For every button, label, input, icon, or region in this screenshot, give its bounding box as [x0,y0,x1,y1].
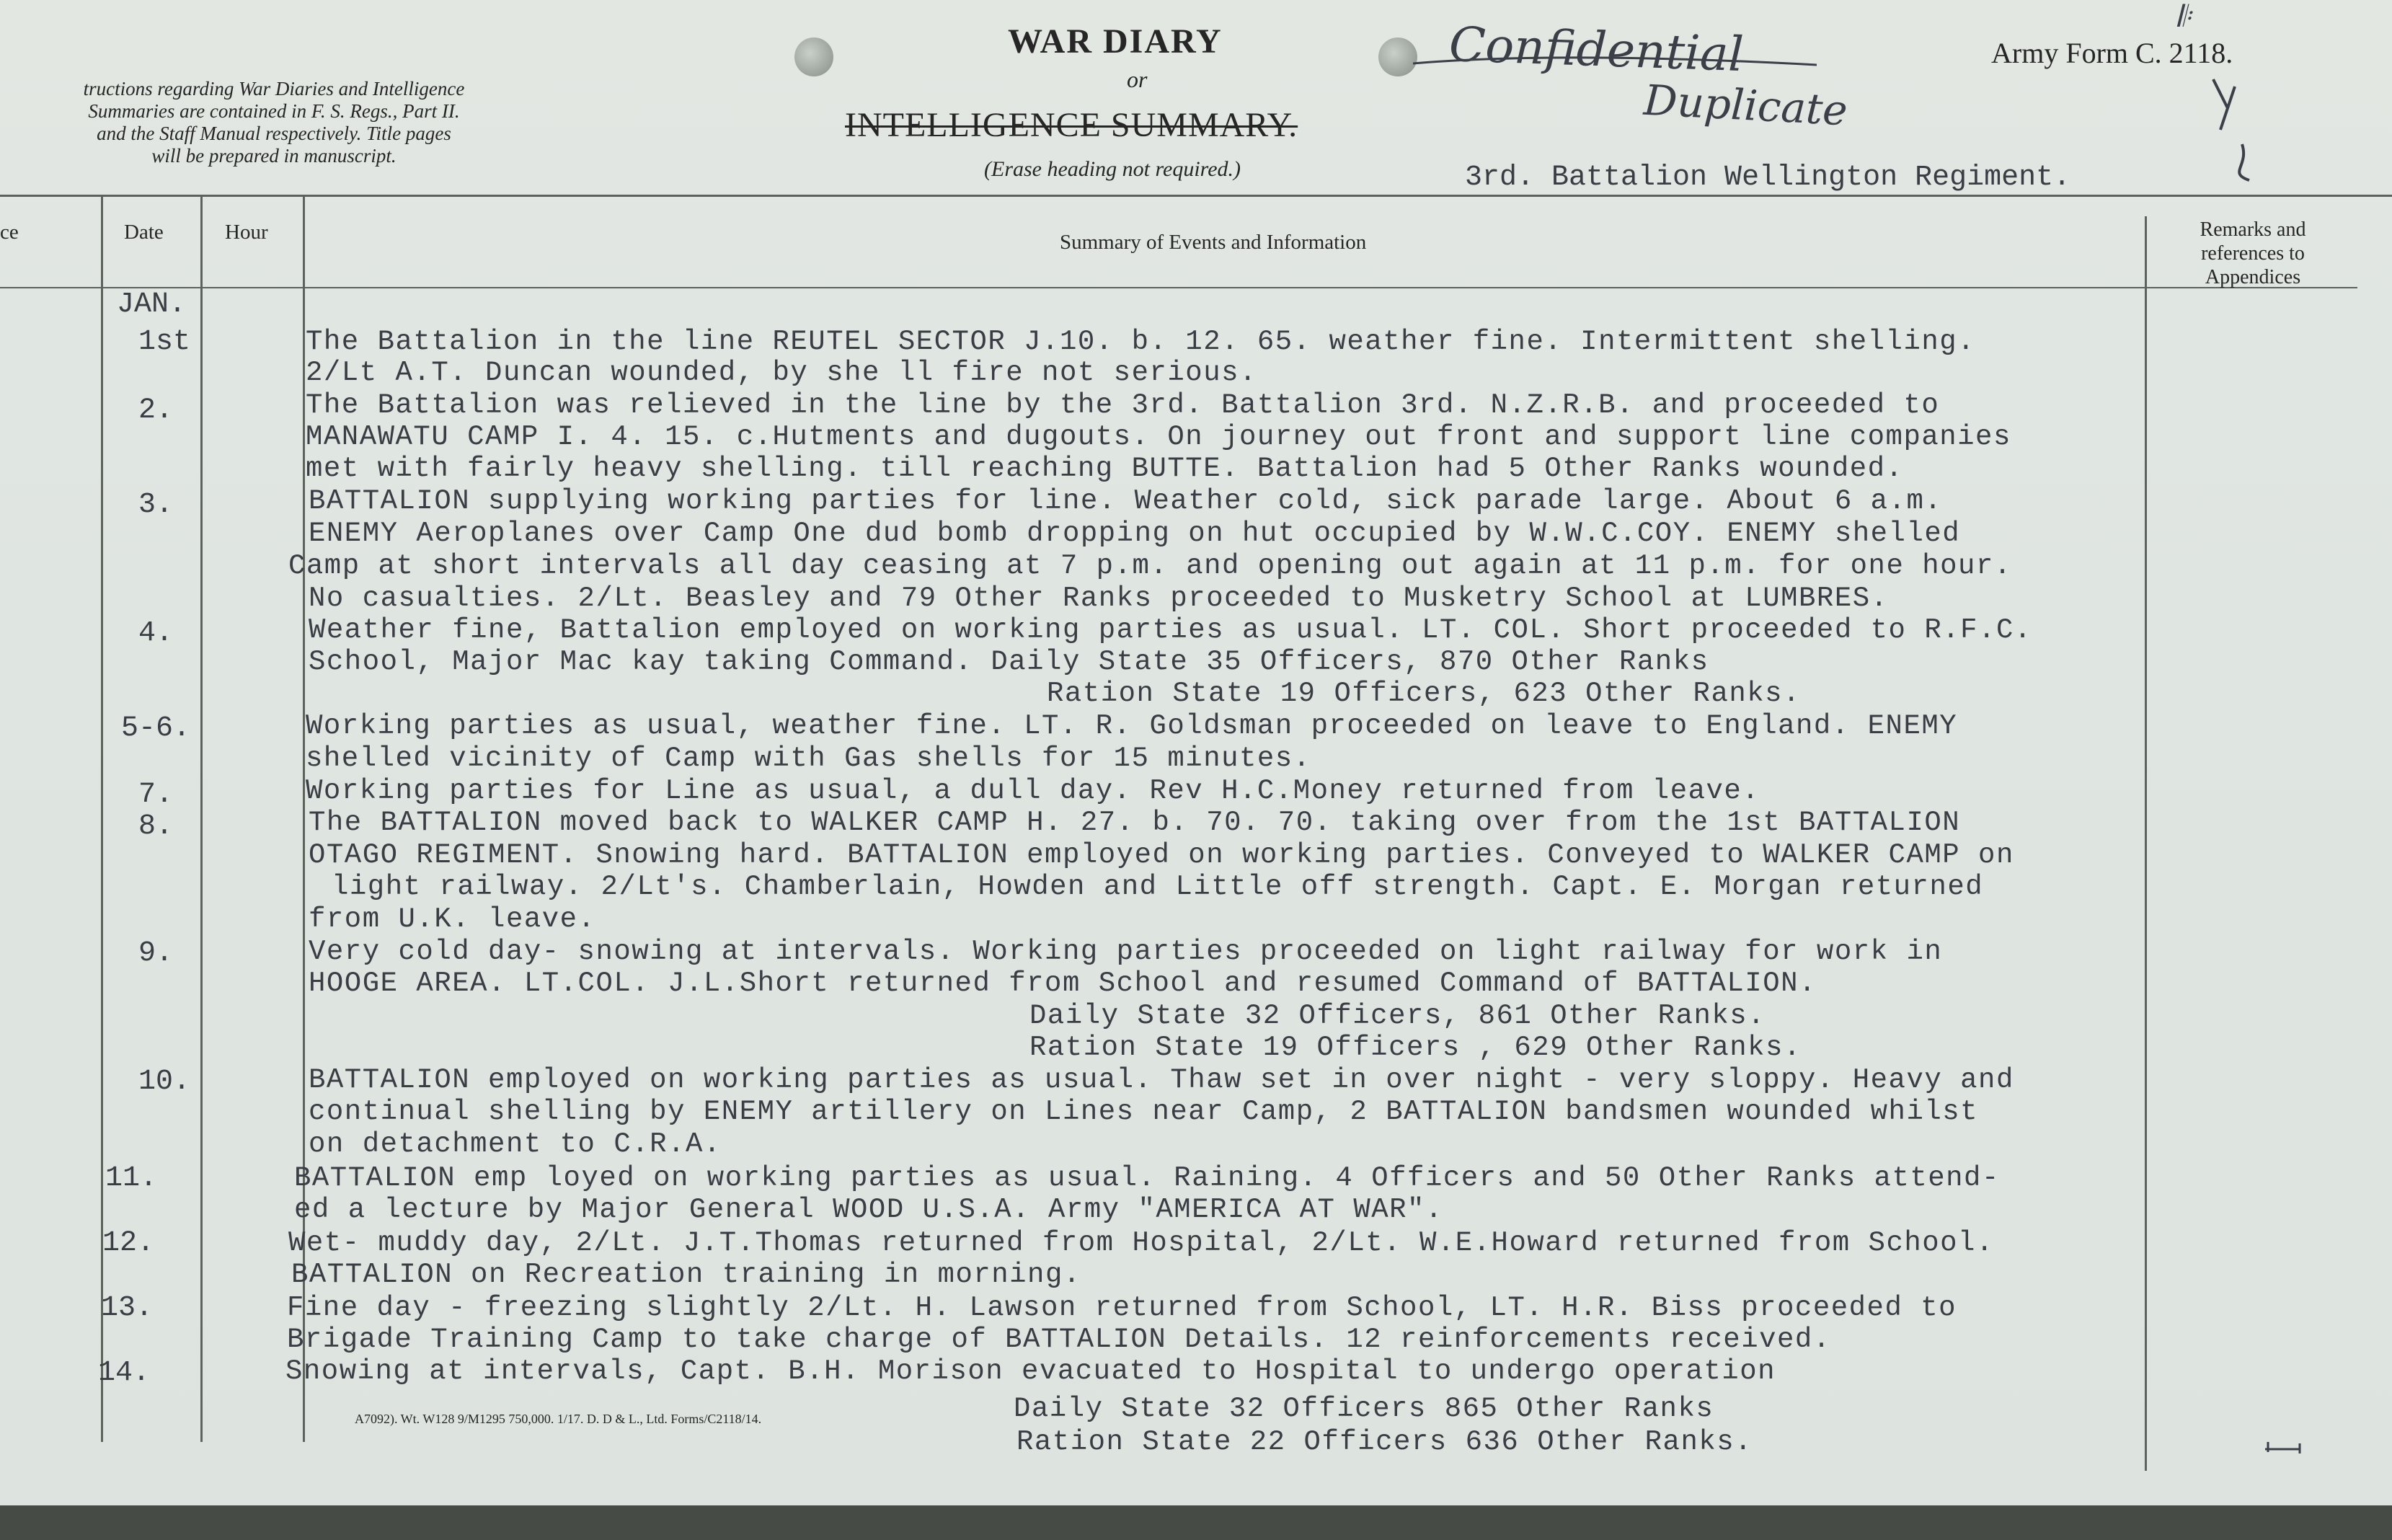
entry-line: MANAWATU CAMP I. 4. 15. c.Hutments and dugouts. On journey out front and support line companies [306,421,2011,453]
entry-line: continual shelling by ENEMY artillery on Lines near Camp, 2 BATTALION bandsmen wounded whilst [309,1096,1979,1128]
entry-line: Weather fine, Battalion employed on working parties as usual. LT. COL. Short proceeded to R.F.C. [309,614,2032,646]
col-rule-summary [2145,216,2147,1471]
instructions-block [0,78,548,167]
table-header-rule [0,287,2357,288]
printer-imprint: A7092). Wt. W128 9/M1295 750,000. 1/17. D. D & L., Ltd. Forms/C2118/14. [355,1412,762,1426]
entry-line: BATTALION on Recreation training in morning. [291,1259,1081,1291]
remarks-line: Appendices [2205,266,2301,288]
date-cell: 3. [138,489,174,521]
table-top-rule [0,195,2392,197]
entry-line: met with fairly heavy shelling. till reaching BUTTE. Battalion had 5 Other Ranks wounded. [306,453,1904,484]
entry-line: Ration State 19 Officers , 629 Other Ranks. [1029,1032,1802,1063]
col-header-hour: Hour [225,221,268,244]
date-cell: 4. [138,617,174,650]
instructions-line: will be prepared in manuscript. [151,145,397,167]
entry-line: No casualties. 2/Lt. Beasley and 79 Other Ranks proceeded to Musketry School at LUMBRES. [309,583,1889,614]
entry-line: shelled vicinity of Camp with Gas shells for 15 minutes. [306,743,1311,774]
instructions-line: and the Staff Manual respectively. Title pages [97,123,451,144]
entry-line: Working parties as usual, weather fine. LT. R. Goldsman proceeded on leave to England. ENEMY [306,710,1958,742]
entry-line: HOOGE AREA. LT.COL. J.L.Short returned from School and resumed Command of BATTALION. [309,968,1817,999]
date-cell: 13. [101,1292,154,1324]
entry-line: Very cold day- snowing at intervals. Working parties proceeded on light railway for work in [309,936,1943,968]
entry-line: BATTALION supplying working parties for line. Weather cold, sick parade large. About 6 a.m. [309,485,1943,517]
margin-scribble: 𝄆 [2177,0,2192,33]
col-rule-date [200,195,203,1442]
entry-line: Daily State 32 Officers 865 Other Ranks [1014,1393,1714,1425]
entry-line: light railway. 2/Lt's. Chamberlain, Howden and Little off strength. Capt. E. Morgan returned [332,871,1984,903]
date-cell: 10. [138,1066,191,1098]
entry-line: BATTALION employed on working parties as usual. Thaw set in over night - very sloppy. Heavy and [309,1064,2014,1096]
background-surface [0,1505,2392,1540]
entry-line: from U.K. leave. [309,903,596,935]
form-title: WAR DIARY [1008,22,1223,61]
instructions-line: Summaries are contained in F. S. Regs., Part II. [88,100,460,122]
date-cell: 2. [138,394,174,427]
handwritten-duplicate: Duplicate [1642,75,1849,136]
margin-tick-mark [2264,1435,2307,1456]
col-header-date: Date [124,221,164,244]
date-cell: 7. [138,779,174,811]
entry-line: Ration State 19 Officers, 623 Other Ranks. [1047,678,1801,709]
entry-line: Camp at short intervals all day ceasing at 7 p.m. and opening out again at 11 p.m. for one hour. [288,550,2012,582]
entry-line: BATTALION emp loyed on working parties as usual. Raining. 4 Officers and 50 Other Ranks attend- [294,1162,2000,1194]
entry-line: 2/Lt A.T. Duncan wounded, by she ll fire not serious. [306,357,1257,389]
date-cell: 14. [98,1357,151,1389]
entry-line: School, Major Mac kay taking Command. Daily State 35 Officers, 870 Other Ranks [309,646,1709,678]
army-form-number: Army Form C. 2118. [1991,37,2233,69]
date-cell: 12. [102,1227,155,1260]
erase-note: (Erase heading not required.) [984,157,1241,181]
entry-line: ENEMY Aeroplanes over Camp One dud bomb dropping on hut occupied by W.W.C.COY. ENEMY shelled [309,518,1961,549]
unit-name: 3rd. Battalion Wellington Regiment. [1465,161,2071,194]
handwritten-confidential: Confidential [1448,16,1745,83]
date-month: JAN. [117,288,187,321]
entry-line: Daily State 32 Officers, 861 Other Ranks. [1029,1000,1766,1032]
entry-line: Fine day - freezing slightly 2/Lt. H. Lawson returned from School, LT. H.R. Biss proceeded to [287,1292,1957,1324]
entry-line: The Battalion was relieved in the line by the 3rd. Battalion 3rd. N.Z.R.B. and proceeded to [306,389,1940,421]
remarks-line: Remarks and [2200,218,2306,241]
entry-line: Snowing at intervals, Capt. B.H. Morison evacuated to Hospital to undergo operation [285,1355,1776,1387]
entry-line: Ration State 22 Officers 636 Other Ranks. [1016,1426,1753,1458]
entry-line: The BATTALION moved back to WALKER CAMP H. 27. b. 70. 70. taking over from the 1st BATTALION [309,807,1961,838]
entry-line: OTAGO REGIMENT. Snowing hard. BATTALION employed on working parties. Conveyed to WALKER CAMP on [309,839,2014,871]
form-subtitle: INTELLIGENCE SUMMARY. [845,106,1298,144]
date-cell: 1st [138,326,191,358]
handwritten-underline [1413,50,1817,79]
date-cell: 9. [138,937,174,970]
date-cell: 8. [138,810,174,843]
entry-line: Brigade Training Camp to take charge of BATTALION Details. 12 reinforcements received. [287,1324,1831,1355]
col-header-summary: Summary of Events and Information [1060,231,1367,254]
entry-line: ed a lecture by Major General WOOD U.S.A. Army "AMERICA AT WAR". [294,1194,1443,1226]
col-header-place: ce [0,221,19,244]
margin-handwritten-mark [2199,65,2285,187]
punch-hole-left [794,37,833,76]
date-cell: 11. [105,1162,158,1195]
instructions-line: tructions regarding War Diaries and Intelligence [83,78,465,99]
col-header-remarks [2159,218,2347,289]
punch-hole-right [1378,37,1417,76]
entry-line: Working parties for Line as usual, a dull day. Rev H.C.Money returned from leave. [306,775,1760,807]
entry-line: The Battalion in the line REUTEL SECTOR J.10. b. 12. 65. weather fine. Intermittent shelling. [306,326,1976,358]
entry-line: on detachment to C.R.A. [309,1128,722,1160]
date-cell: 5-6. [121,712,191,745]
form-title-or: or [1127,66,1148,92]
remarks-line: references to [2201,242,2305,265]
entry-line: Wet- muddy day, 2/Lt. J.T.Thomas returned from Hospital, 2/Lt. W.E.Howard returned from School. [288,1227,1994,1259]
